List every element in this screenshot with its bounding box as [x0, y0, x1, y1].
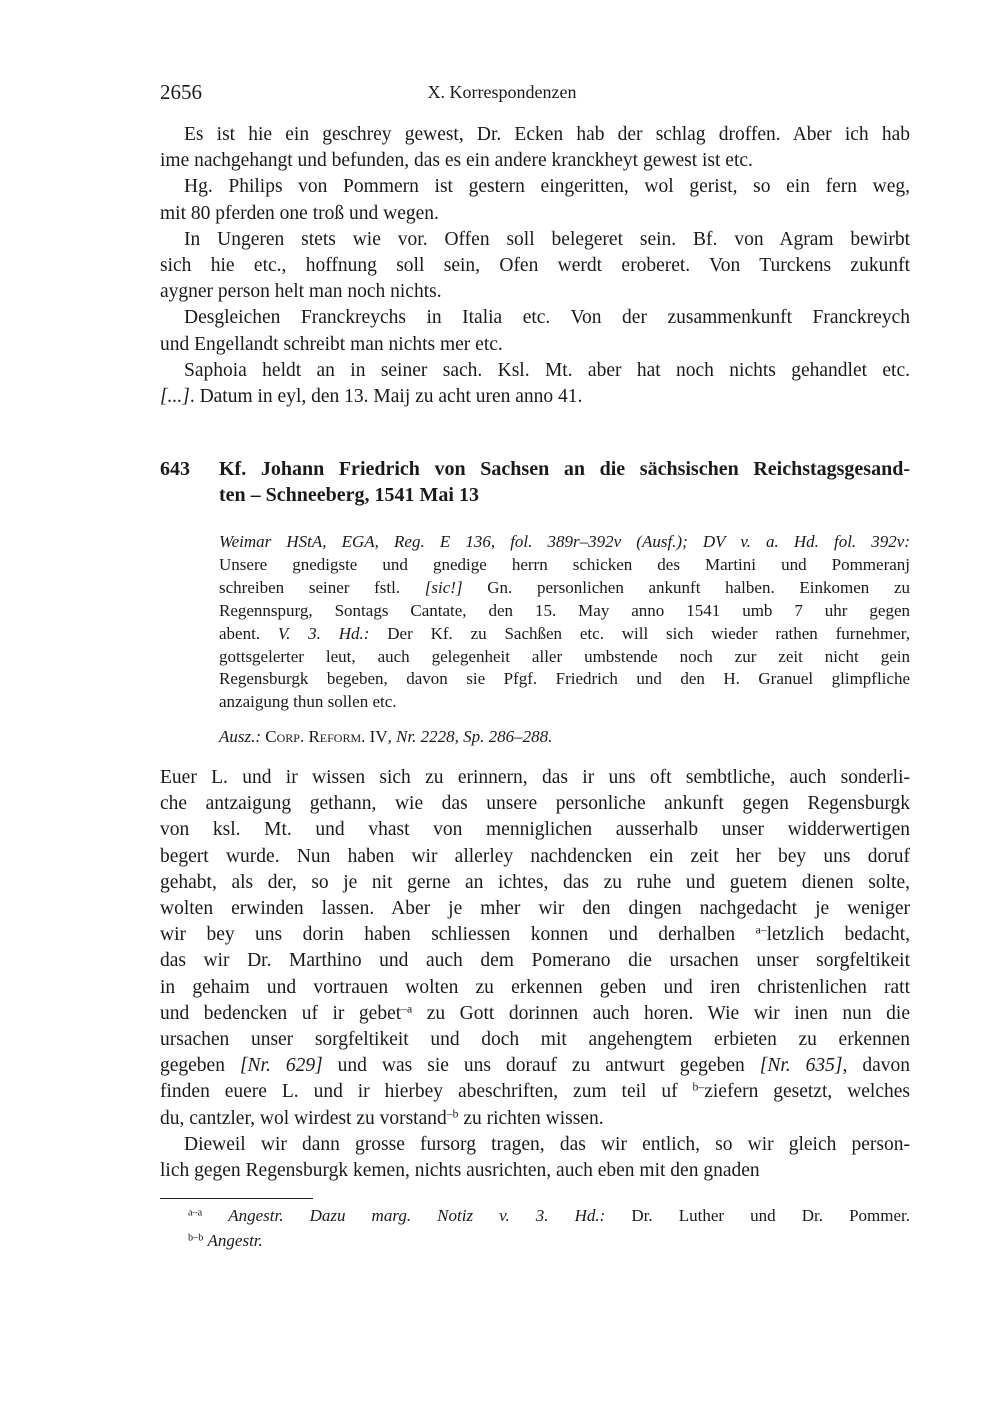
italic-text: [Nr. 629] — [239, 1055, 323, 1077]
text-segment: Kf. Johann Friedrich von Sachsen an die sächsischen Reichstagsgesand- — [219, 458, 910, 480]
running-title: X. Korrespondenzen — [427, 82, 577, 102]
text-segment: Regennspurg, Sontags Cantate, den 15. May anno 1541 umb 7 uhr gegen — [219, 600, 910, 620]
text-segment — [202, 1206, 228, 1225]
text-segment: letzlich bedacht, — [766, 924, 910, 946]
text-line — [160, 1106, 910, 1132]
text-segment: und bedencken uf ir gebet — [160, 1002, 402, 1024]
text-line — [160, 305, 910, 331]
text-segment: in gehaim und vortrauen wolten zu erkennen geben und iren christenlichen ratt — [160, 976, 910, 998]
text-segment: . Datum in eyl, den 13. Maij zu acht uren anno 41. — [189, 386, 583, 408]
text-line — [160, 384, 910, 410]
text-line — [160, 122, 910, 148]
text-segment: von ksl. Mt. und vhast von menniglichen ausserhalb unser widderwertigen — [160, 819, 910, 841]
text-line — [160, 279, 910, 305]
text-line — [188, 1228, 910, 1253]
text-segment: gottsgelerter leut, auch gelegenheit aller umbstende noch zur zeit nicht gein — [219, 646, 910, 666]
edition-reference — [219, 724, 910, 750]
text-segment: ten – Schneeberg, 1541 Mai 13 — [219, 484, 479, 506]
text-segment: anzaigung thun sollen etc. — [219, 692, 397, 712]
text-segment: Unsere gnedigste und gnedige herrn schicken des Martini und Pommeranj — [219, 554, 910, 574]
text-line — [160, 148, 910, 174]
text-line — [219, 456, 910, 482]
note-marker: –a — [401, 1002, 413, 1016]
text-segment: Hg. Philips von Pommern ist gestern eingeritten, wol gerist, so ein fern weg, — [184, 176, 910, 198]
text-line — [188, 1203, 910, 1228]
text-segment: , davon — [842, 1055, 910, 1077]
text-line — [219, 691, 910, 714]
text-segment: begert wurde. Nun haben wir allerley nachdencken ein zeit her bey uns doruf — [160, 845, 910, 867]
text-line — [160, 791, 910, 817]
text-segment: In Ungeren stets wie vor. Offen soll belegeret sein. Bf. von Agram bewirbt — [184, 228, 910, 250]
text-line — [160, 817, 910, 843]
text-segment: wolten erwinden lassen. Aber je mher wir den dingen nachgedacht je weniger — [160, 898, 910, 920]
text-line — [219, 623, 910, 646]
text-segment: zu richten wissen. — [458, 1107, 604, 1129]
text-segment: Desgleichen Franckreychs in Italia etc. Von der zusammenkunft Franckreych — [184, 307, 910, 329]
small-caps-text: Corp. Reform. — [265, 727, 366, 746]
text-line — [219, 724, 910, 750]
footnotes — [188, 1203, 910, 1253]
italic-text: Weimar HStA, EGA, Reg. E 136, fol. 389r–392v (Ausf.); DV v. a. Hd. fol. 392v: — [219, 532, 910, 551]
note-marker: –b — [446, 1107, 459, 1121]
text-segment: Regensburgk begeben, davon sie Pfgf. Friedrich und den H. Granuel glimpfliche — [219, 669, 910, 689]
letter-body-text — [160, 765, 910, 1184]
text-line — [160, 844, 910, 870]
italic-text: , Nr. 2228, Sp. 286–288. — [387, 727, 553, 746]
text-line — [160, 1027, 910, 1053]
text-segment: abent. — [219, 623, 278, 643]
text-segment: Saphoia heldt an in seiner sach. Ksl. Mt. aber hat noch nichts gehandlet etc. — [184, 359, 910, 381]
text-line — [219, 668, 910, 691]
text-segment: mit 80 pferden one troß und wegen. — [160, 202, 439, 224]
text-segment: ime nachgehangt und befunden, das es ein andere kranckheyt gewest ist etc. — [160, 150, 753, 172]
text-line — [160, 253, 910, 279]
document-title — [219, 456, 910, 508]
text-line — [160, 922, 910, 948]
text-line — [219, 577, 910, 600]
document-number: 643 — [160, 458, 190, 480]
text-segment: Dieweil wir dann grosse fursorg tragen, das wir entlich, so wir gleich person- — [184, 1133, 910, 1155]
text-segment: lich gegen Regensburgk kemen, nichts ausrichten, auch eben mit den gnaden — [160, 1160, 760, 1182]
text-line — [160, 1158, 910, 1184]
text-segment: wir bey uns dorin haben schliessen konnen und derhalben — [160, 924, 756, 946]
text-line — [160, 765, 910, 791]
footnote-divider — [160, 1198, 313, 1199]
italic-text: Ausz.: — [219, 727, 262, 746]
note-marker: a–a — [188, 1207, 203, 1219]
text-line — [160, 975, 910, 1001]
text-segment: sich hie etc., hoffnung soll sein, Ofen werdt eroberet. Von Turckens zukunft — [160, 255, 910, 277]
text-line — [160, 896, 910, 922]
text-segment: zu Gott dorinnen auch horen. Wie wir inen nun die — [412, 1002, 910, 1024]
letter-continuation-text — [160, 122, 910, 410]
text-segment: ursachen unser sorgfeltikeit und doch mit angehengtem erbieten zu erkennen — [160, 1029, 910, 1051]
text-segment: aygner person helt man noch nichts. — [160, 281, 442, 303]
text-line — [160, 174, 910, 200]
text-segment: finden euere L. und ir hierbey abeschriften, zum teil uf — [160, 1081, 693, 1103]
text-line — [160, 201, 910, 227]
text-segment: schreiben seiner fstl. — [219, 577, 425, 597]
text-line — [219, 600, 910, 623]
text-segment: Der Kf. zu Sachßen etc. will sich wieder rathen furnehmer, — [369, 623, 910, 643]
italic-text: Angestr. Dazu marg. Notiz v. 3. Hd.: — [228, 1206, 606, 1225]
text-line — [160, 358, 910, 384]
text-segment: und was sie uns dorauf zu antwurt gegeben — [322, 1055, 760, 1077]
note-marker: b– — [692, 1081, 705, 1095]
text-segment: Gn. personlichen ankunft halben. Einkomen zu — [462, 577, 910, 597]
page-number: 2656 — [160, 80, 202, 104]
text-line — [219, 554, 910, 577]
regest-note — [219, 531, 910, 714]
text-line — [219, 646, 910, 669]
italic-text: [Nr. 635] — [759, 1055, 843, 1077]
text-segment: du, cantzler, wol wirdest zu vorstand — [160, 1107, 447, 1129]
text-line — [160, 948, 910, 974]
text-segment: Dr. Luther und Dr. Pommer. — [605, 1206, 911, 1225]
text-line — [160, 1001, 910, 1027]
text-line — [160, 1079, 910, 1105]
text-segment: IV — [365, 727, 388, 746]
note-marker: a– — [755, 923, 767, 937]
text-segment: ziefern gesetzt, welches — [704, 1081, 910, 1103]
text-line — [160, 227, 910, 253]
text-segment: und Engellandt schreibt man nichts mer etc. — [160, 333, 503, 355]
note-marker: b–b — [188, 1232, 204, 1244]
text-line — [219, 531, 910, 554]
italic-text: V. 3. Hd.: — [277, 623, 370, 643]
text-segment: Es ist hie ein geschrey gewest, Dr. Ecken hab der schlag droffen. Aber ich hab — [184, 124, 910, 145]
italic-text: [sic!] — [424, 577, 463, 597]
text-segment: che antzaigung gethann, wie das unsere personliche ankunft gegen Regensburgk — [160, 793, 910, 815]
text-line — [160, 1132, 910, 1158]
text-segment: Euer L. und ir wissen sich zu erinnern, das ir uns oft sembtliche, auch sonderli- — [160, 767, 910, 788]
text-line — [160, 870, 910, 896]
text-line — [219, 482, 910, 508]
italic-text: [...] — [160, 386, 190, 408]
italic-text: Angestr. — [207, 1231, 263, 1250]
text-segment: gehabt, als der, so je nit gerne an ichtes, das zu ruhe und guetem dienen solte, — [160, 871, 910, 893]
document-heading — [160, 456, 910, 508]
text-line — [160, 1053, 910, 1079]
text-segment: gegeben — [160, 1055, 240, 1077]
text-line — [160, 332, 910, 358]
text-segment: das wir Dr. Marthino und auch dem Pomerano die ursachen unser sorgfeltikeit — [160, 950, 910, 972]
